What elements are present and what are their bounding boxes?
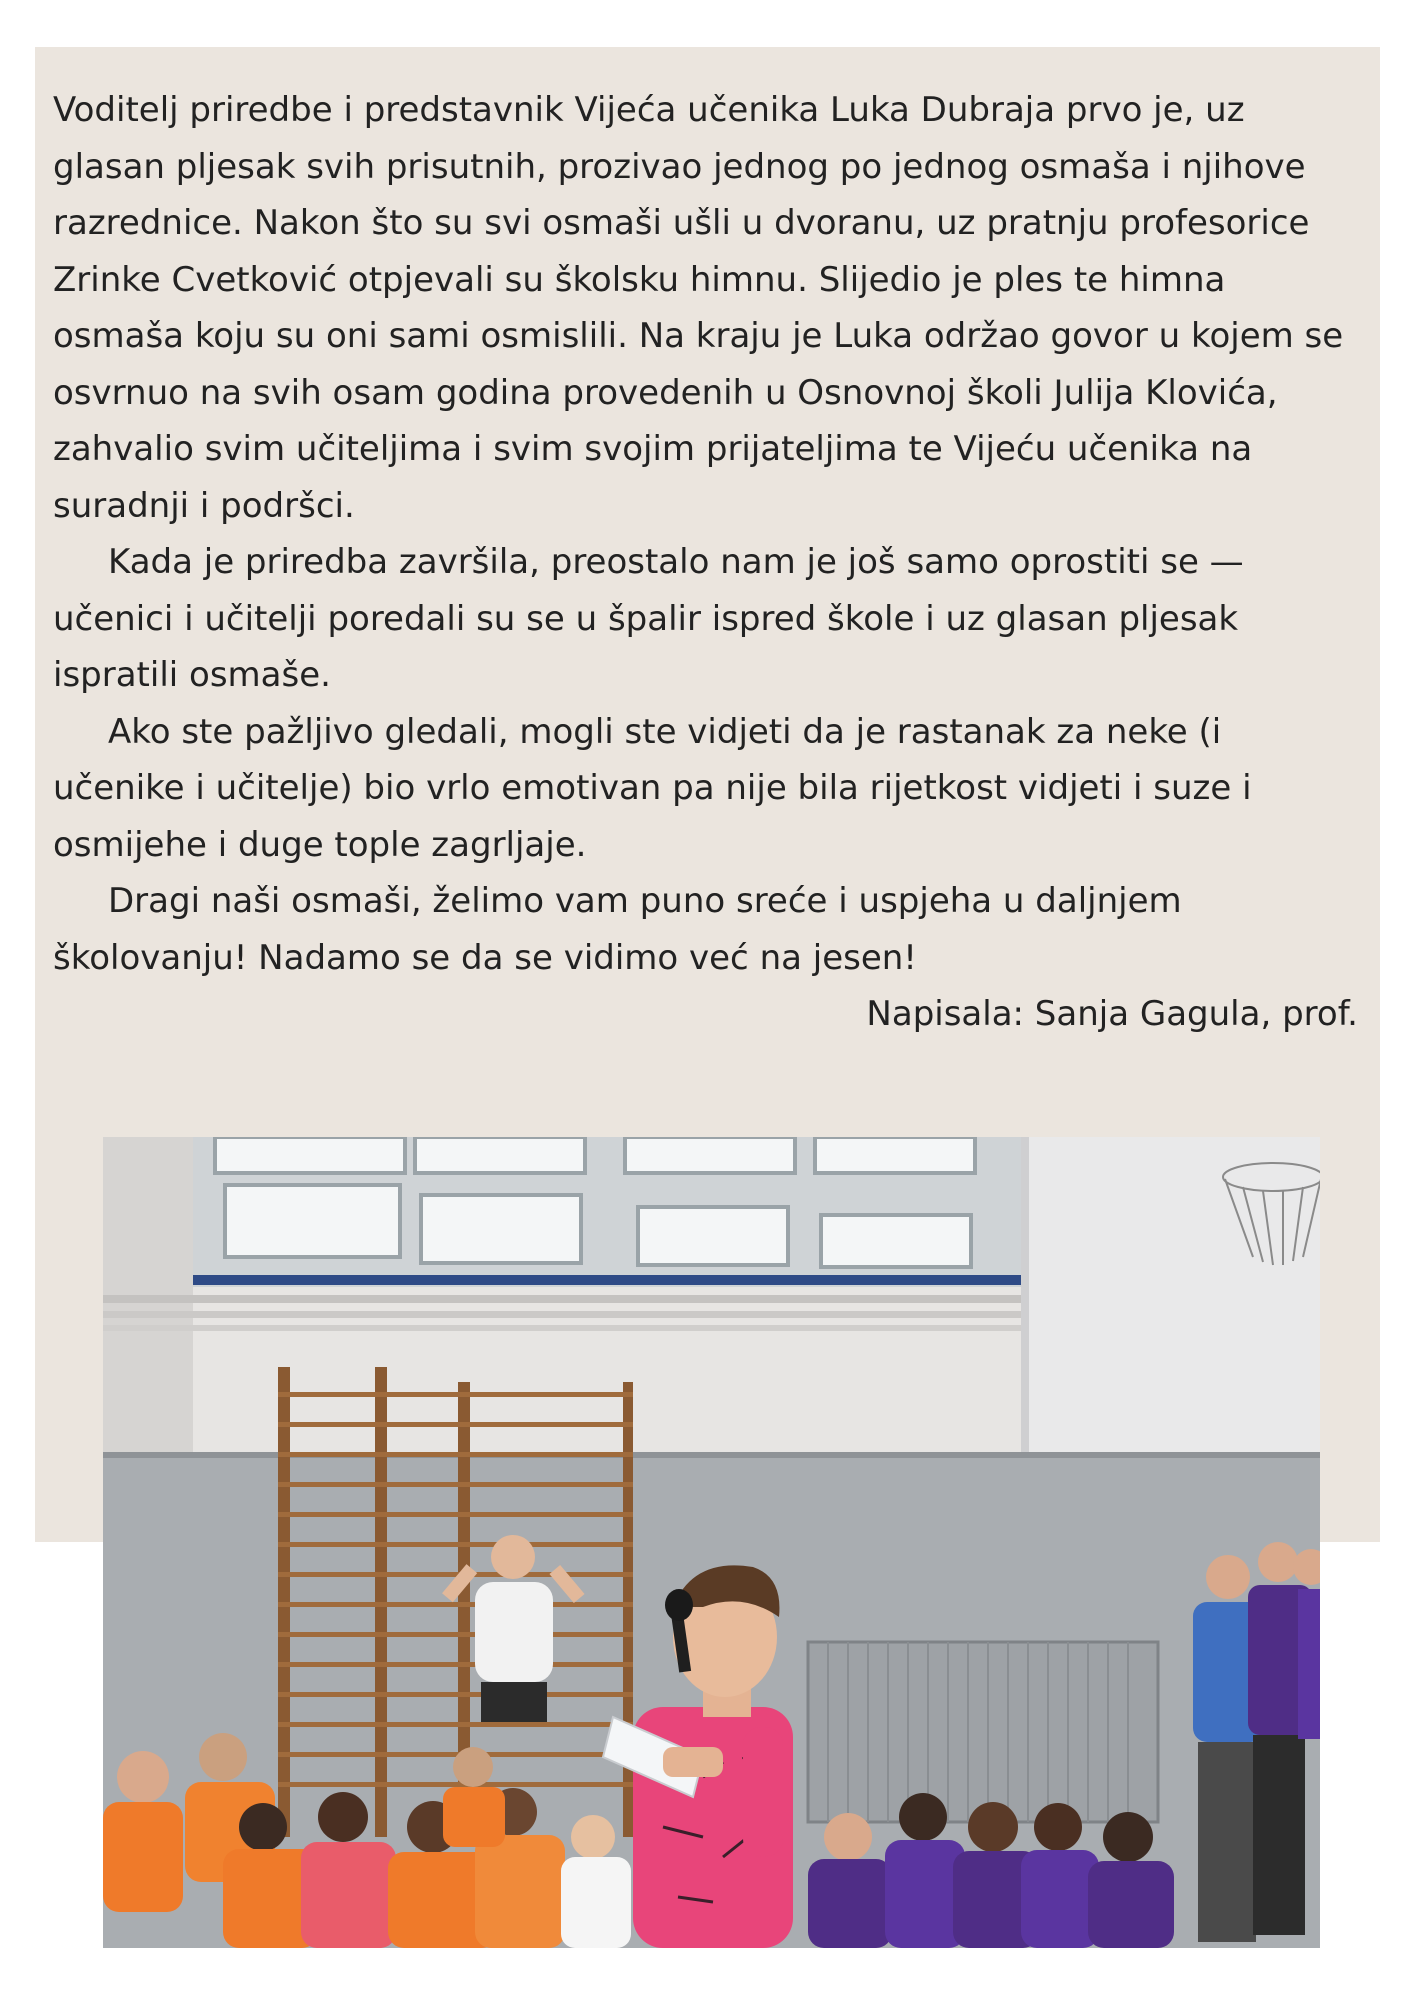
article-body bbox=[53, 82, 1363, 1043]
article-paragraph-2: Kada je priredba završila, preostalo nam je još samo oprostiti se — učenici i učitelji poredali su se u špalir ispred škole i uz glasan pljesak ispratili osmaše. bbox=[53, 542, 1244, 695]
gym-speech-photo bbox=[103, 1137, 1320, 1948]
event-photo bbox=[103, 1137, 1320, 1948]
radiator-grill bbox=[808, 1642, 1158, 1822]
article-paragraph-3: Ako ste pažljivo gledali, mogli ste vidjeti da je rastanak za neke (i učenike i učitelje) bio vrlo emotivan pa nije bila rijetkost vidjeti i suze i osmijehe i duge tople zagrljaje. bbox=[53, 711, 1252, 865]
standing-adults-right bbox=[1193, 1542, 1320, 1942]
article-author: Napisala: Sanja Gagula, prof. bbox=[866, 994, 1358, 1034]
article-paragraph-1: Voditelj priredbe i predstavnik Vijeća učenika Luka Dubraja prvo je, uz glasan pljesak svih prisutnih, prozivao jednog po jednog osmaša i njihove razrednice. Nakon što su svi osmaši ušli u dvoranu, uz pratnju profesorice Zrinke Cvetković otpjevali su školsku himnu. Slijedio je ples te himna osmaša koju su oni sami osmislili. Na kraju je Luka održao govor u kojem se osvrnuo na svih osam godina provedenih u Osnovnoj školi Julija Klovića, zahvalio svim učiteljima i svim svojim prijateljima te Vijeću učenika na suradnji i podršci. bbox=[53, 90, 1344, 526]
article-paragraph-4: Dragi naši osmaši, želimo vam puno sreće i uspjeha u daljnjem školovanju! Nadamo se da se vidimo već na jesen! bbox=[53, 881, 1182, 978]
